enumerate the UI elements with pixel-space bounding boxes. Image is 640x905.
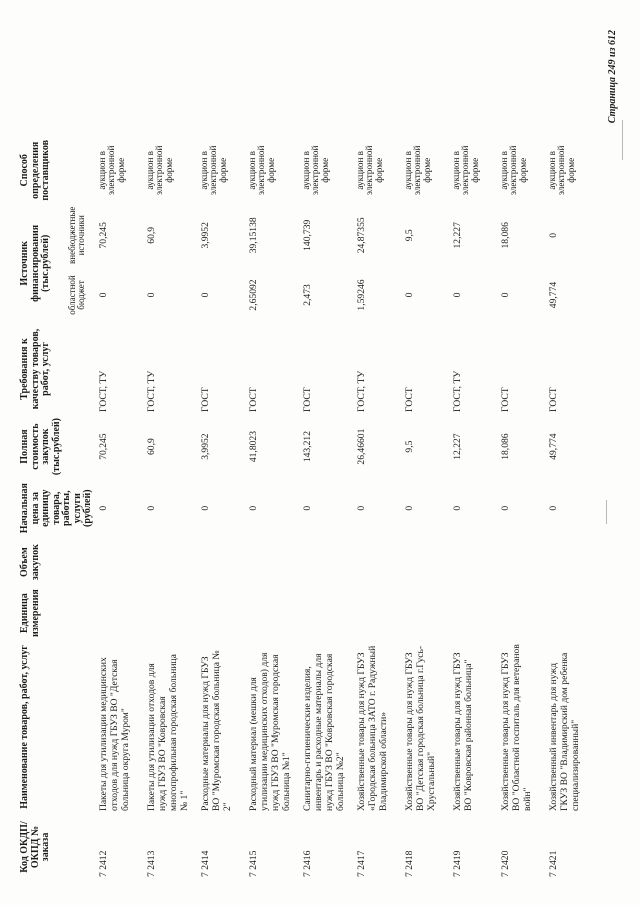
cell-volume bbox=[300, 538, 354, 586]
cell-unit bbox=[450, 586, 498, 640]
header-total-cost: Полная стоимость закупок (тыс.рублей) bbox=[19, 417, 62, 476]
cell-total-cost: 49,774 bbox=[547, 433, 559, 460]
cell-requirements: ГОСТ bbox=[199, 387, 211, 412]
table-row bbox=[498, 137, 546, 880]
cell-method: аукцион в электронной форме bbox=[354, 145, 384, 196]
cell-total-cost: 26,46601 bbox=[355, 428, 367, 465]
cell-regional: 0 bbox=[403, 292, 415, 298]
cell-code: 7 2415 bbox=[247, 850, 259, 877]
cell-volume bbox=[450, 538, 498, 586]
cell-start-price: 0 bbox=[547, 505, 559, 511]
cell-unit bbox=[246, 586, 300, 640]
cell-regional: 1,59246 bbox=[355, 279, 367, 311]
cell-name: Хозяйственный инвентарь для нужд ГКУЗ ВО "Владимирский дом ребенка специализированный" bbox=[547, 652, 581, 811]
cell-volume bbox=[546, 538, 594, 586]
cell-code: 7 2416 bbox=[301, 850, 313, 877]
cell-method: аукцион в электронной форме bbox=[450, 145, 480, 196]
cell-code: 7 2420 bbox=[499, 850, 511, 877]
cell-extra: 70,245 bbox=[97, 222, 109, 249]
cell-method: аукцион в электронной форме bbox=[198, 145, 228, 196]
cell-start-price: 0 bbox=[355, 505, 367, 511]
cell-method: аукцион в электронной форме bbox=[96, 145, 126, 196]
table-row bbox=[354, 137, 402, 880]
cell-name: Пакеты для утилизации медицинских отходов для нужд ГБУЗ ВО "Детская больница округа Муром" bbox=[97, 657, 131, 811]
cell-name: Пакеты для утилизации отходов для нужд ГБУЗ ВО "Ковровская многопрофильная городская больница № 1" bbox=[145, 654, 190, 811]
cell-extra: 140,739 bbox=[301, 219, 313, 251]
header-method: Способ определения поставщиков bbox=[19, 139, 51, 201]
cell-unit bbox=[354, 586, 402, 640]
cell-requirements: ГОСТ, ТУ bbox=[355, 370, 367, 412]
table-row bbox=[546, 137, 594, 880]
cell-name: Расходные материалы для нужд ГБУЗ ВО "Муромская городская больница № 2" bbox=[199, 650, 233, 811]
cell-method: аукцион в электронной форме bbox=[300, 145, 330, 196]
cell-code: 7 2418 bbox=[403, 850, 415, 877]
cell-name: Хозяйственные товары для нужд ГБУЗ «Городская больница ЗАТО г. Радужный Владимирской области» bbox=[355, 645, 389, 811]
cell-total-cost: 60,9 bbox=[145, 438, 157, 455]
header-volume: Объем закупок bbox=[19, 544, 41, 581]
cell-method: аукцион в электронной форме bbox=[498, 145, 528, 196]
cell-code: 7 2413 bbox=[145, 850, 157, 877]
cell-name: Санитарно-гигиенические изделия, инвентарь и расходные материалы для нужд ГБУЗ ВО "Ковровская городская больница №2" bbox=[301, 653, 346, 811]
cell-start-price: 0 bbox=[301, 505, 313, 511]
cell-total-cost: 18,086 bbox=[499, 433, 511, 460]
cell-extra: 12,227 bbox=[451, 222, 463, 249]
cell-requirements: ГОСТ, ТУ bbox=[97, 370, 109, 412]
cell-start-price: 0 bbox=[499, 505, 511, 511]
cell-volume bbox=[354, 538, 402, 586]
header-row bbox=[18, 137, 64, 880]
cell-requirements: ГОСТ, ТУ bbox=[145, 370, 157, 412]
cell-method: аукцион в электронной форме bbox=[546, 145, 576, 196]
cell-regional: 0 bbox=[499, 292, 511, 298]
cell-method: аукцион в электронной форме bbox=[246, 145, 276, 196]
cell-name: Хозяйственные товары для нужд ГБУЗ ВО "Детская городская больница г.Гусь-Хрустальный" bbox=[403, 645, 437, 811]
cell-start-price: 0 bbox=[403, 505, 415, 511]
cell-regional: 0 bbox=[145, 292, 157, 298]
cell-extra: 9,5 bbox=[403, 229, 415, 242]
table-row bbox=[144, 137, 198, 880]
cell-code: 7 2414 bbox=[199, 850, 211, 877]
cell-regional: 2,473 bbox=[301, 284, 313, 306]
cell-start-price: 0 bbox=[145, 505, 157, 511]
cell-volume bbox=[198, 538, 246, 586]
table-row bbox=[96, 137, 144, 880]
cell-total-cost: 41,8023 bbox=[247, 430, 259, 463]
cell-requirements: ГОСТ bbox=[301, 387, 313, 412]
cell-code: 7 2412 bbox=[97, 850, 109, 877]
cell-unit bbox=[198, 586, 246, 640]
cell-name: Хозяйственные товары для нужд ГБУЗ ВО "Ковровская районная больница" bbox=[451, 652, 474, 811]
cell-total-cost: 3,9952 bbox=[199, 433, 211, 460]
table-row bbox=[246, 137, 300, 880]
cell-extra: 0 bbox=[547, 232, 559, 238]
header-funding-extra: внебюджетные источники bbox=[66, 206, 86, 264]
cell-extra: 18,086 bbox=[499, 222, 511, 249]
cell-regional: 0 bbox=[451, 292, 463, 298]
cell-extra: 24,87355 bbox=[355, 217, 367, 254]
cell-code: 7 2421 bbox=[547, 850, 559, 877]
cell-requirements: ГОСТ, ТУ bbox=[451, 370, 463, 412]
cell-code: 7 2417 bbox=[355, 850, 367, 877]
cell-volume bbox=[498, 538, 546, 586]
header-name: Наименование товаров, работ, услуг bbox=[19, 645, 30, 809]
cell-requirements: ГОСТ bbox=[247, 387, 259, 412]
cell-regional: 0 bbox=[97, 292, 109, 298]
cell-volume bbox=[246, 538, 300, 586]
header-funding-regional: областной бюджет bbox=[66, 275, 86, 315]
cell-extra: 39,15138 bbox=[247, 217, 259, 254]
cell-regional: 49,774 bbox=[547, 281, 559, 309]
cell-method: аукцион в электронной форме bbox=[402, 145, 432, 196]
cell-total-cost: 143,212 bbox=[301, 430, 313, 463]
cell-requirements: ГОСТ bbox=[547, 387, 559, 412]
cell-total-cost: 70,245 bbox=[97, 433, 109, 460]
cell-name: Хозяйственные товары для нужд ГБУЗ ВО "Областной госпиталь для ветеранов войн" bbox=[499, 644, 533, 811]
cell-start-price: 0 bbox=[451, 505, 463, 511]
cell-unit bbox=[300, 586, 354, 640]
cell-start-price: 0 bbox=[97, 505, 109, 511]
cell-total-cost: 12,227 bbox=[451, 433, 463, 460]
table-row bbox=[402, 137, 450, 880]
cell-unit bbox=[96, 586, 144, 640]
cell-regional: 0 bbox=[199, 292, 211, 298]
cell-volume bbox=[96, 538, 144, 586]
cell-regional: 2,65092 bbox=[247, 279, 259, 311]
cell-requirements: ГОСТ bbox=[499, 387, 511, 412]
header-code: Код ОКДП/ ОКПД № заказа bbox=[19, 821, 51, 873]
header-start-price: Начальная цена за единицу товара, работы, услуги (рублей) bbox=[19, 483, 93, 534]
cell-unit bbox=[546, 586, 594, 640]
header-unit: Единица измерения bbox=[19, 589, 41, 637]
cell-requirements: ГОСТ bbox=[403, 387, 415, 412]
page-number: Страница 249 из 612 bbox=[607, 30, 618, 124]
cell-volume bbox=[144, 538, 198, 586]
cell-volume bbox=[402, 538, 450, 586]
cell-unit bbox=[402, 586, 450, 640]
cell-total-cost: 9,5 bbox=[403, 440, 415, 453]
cell-extra: 3,9952 bbox=[199, 222, 211, 249]
header-requirements: Требования к качеству товаров, работ, услуг bbox=[19, 328, 51, 410]
table-row bbox=[450, 137, 498, 880]
cell-start-price: 0 bbox=[199, 505, 211, 511]
header-funding: Источник финансирования (тыс.рублей) bbox=[19, 224, 51, 302]
table-row bbox=[300, 137, 354, 880]
cell-code: 7 2419 bbox=[451, 850, 463, 877]
cell-unit bbox=[144, 586, 198, 640]
cell-unit bbox=[498, 586, 546, 640]
procurement-table bbox=[18, 137, 594, 880]
cell-name: Расходный материал (мешки для утилизации медицинских отходов) для нужд ГБУЗ ВО "Муромская городская больница №1" bbox=[247, 652, 292, 811]
cell-method: аукцион в электронной форме bbox=[144, 145, 174, 196]
table-row bbox=[198, 137, 246, 880]
cell-extra: 60,9 bbox=[145, 226, 157, 244]
cell-start-price: 0 bbox=[247, 505, 259, 511]
